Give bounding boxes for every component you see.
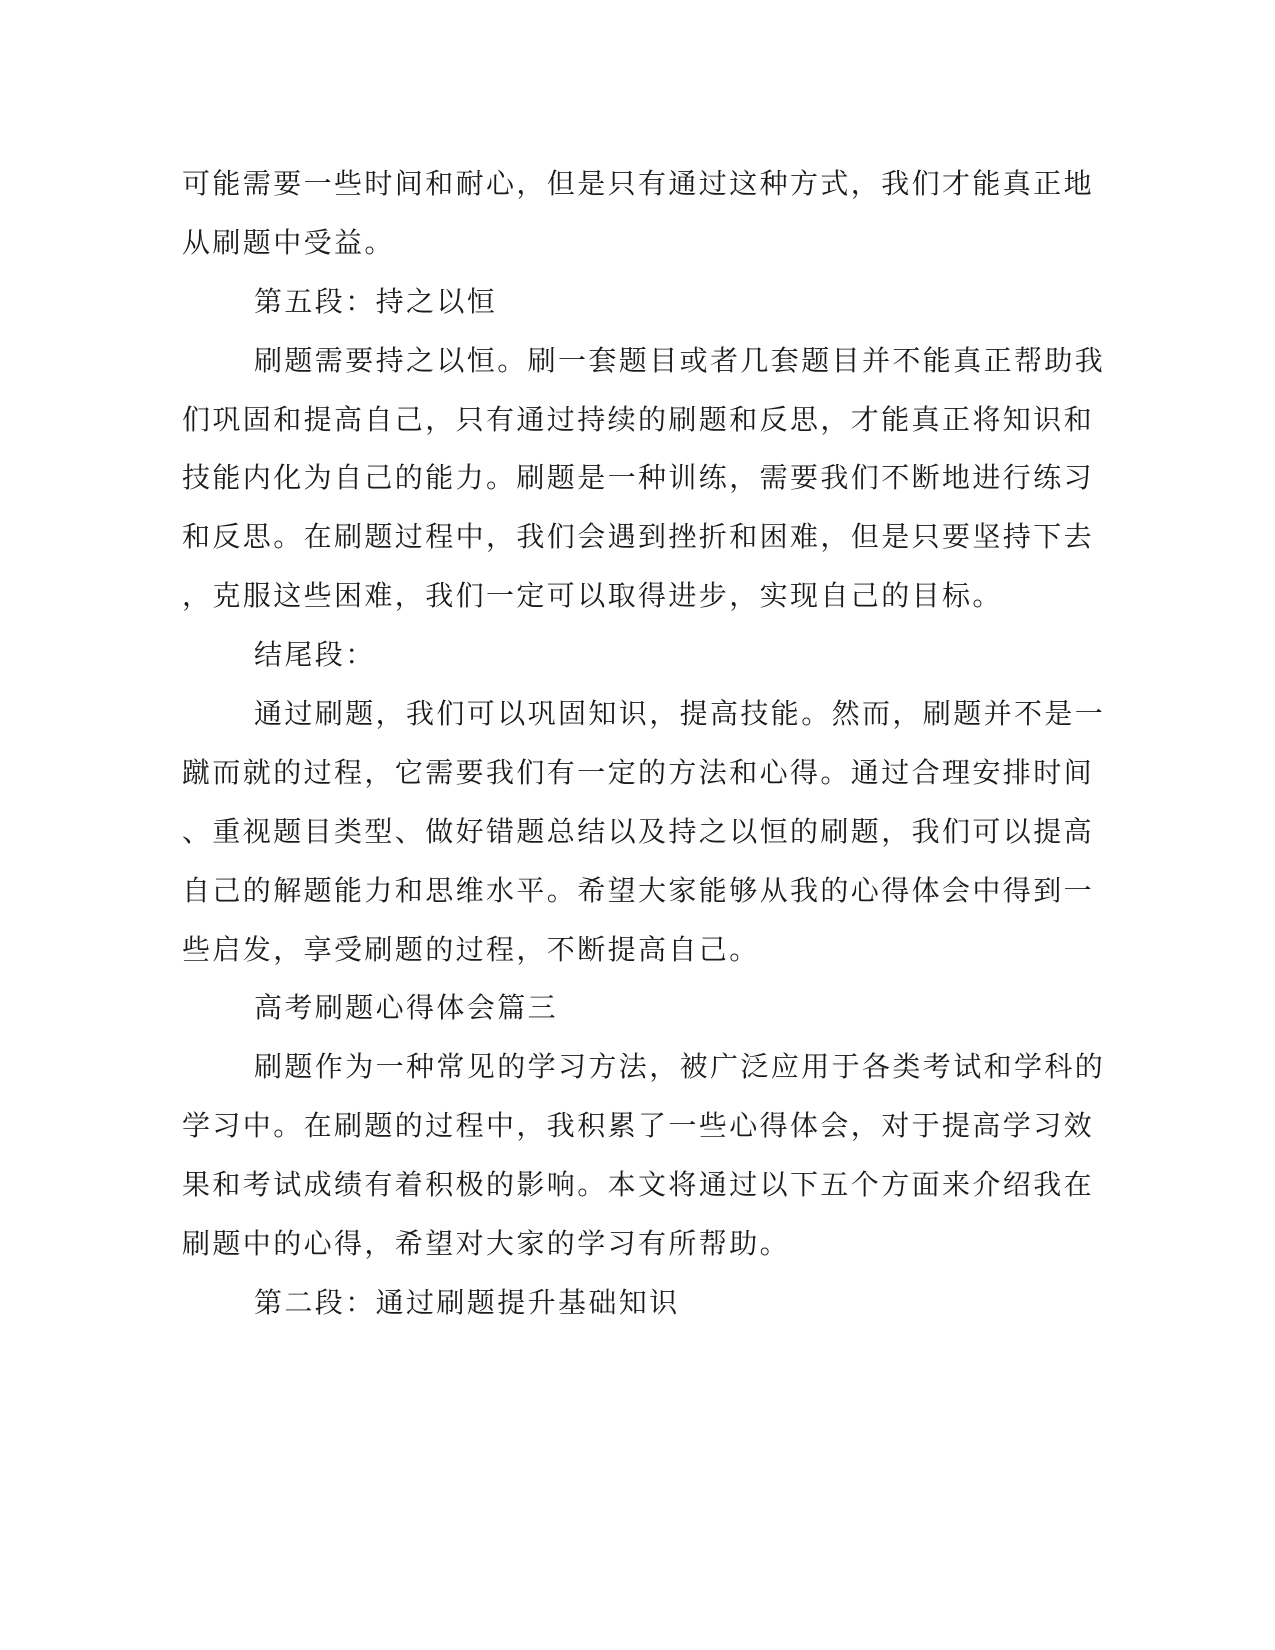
document-body [182, 155, 1106, 1333]
paragraph-first-line: 刷题需要持之以恒。刷一套题目或者几套题目并不能真正帮助我 [254, 343, 1106, 377]
text-line: 从刷题中受益。 [182, 225, 395, 259]
text-line: 自己的解题能力和思维水平。希望大家能够从我的心得体会中得到一 [182, 873, 1095, 907]
text-line: 学习中。在刷题的过程中，我积累了一些心得体会，对于提高学习效 [182, 1109, 1095, 1143]
text-line: 些启发，享受刷题的过程，不断提高自己。 [182, 932, 760, 966]
article-title: 高考刷题心得体会篇三 [254, 991, 559, 1025]
text-line: 和反思。在刷题过程中，我们会遇到挫折和困难，但是只要坚持下去 [182, 520, 1095, 554]
text-line: 刷题中的心得，希望对大家的学习有所帮助。 [182, 1227, 791, 1261]
section-heading: 结尾段： [254, 638, 376, 672]
paragraph-first-line: 刷题作为一种常见的学习方法，被广泛应用于各类考试和学科的 [254, 1050, 1106, 1084]
paragraph-first-line: 通过刷题，我们可以巩固知识，提高技能。然而，刷题并不是一 [254, 697, 1106, 731]
text-line: 们巩固和提高自己，只有通过持续的刷题和反思，才能真正将知识和 [182, 402, 1095, 436]
text-line: 果和考试成绩有着积极的影响。本文将通过以下五个方面来介绍我在 [182, 1168, 1095, 1202]
text-line: ，克服这些困难，我们一定可以取得进步，实现自己的目标。 [182, 579, 1003, 613]
text-line: 技能内化为自己的能力。刷题是一种训练，需要我们不断地进行练习 [182, 461, 1095, 495]
section-heading: 第五段：持之以恒 [254, 284, 498, 318]
text-line: 蹴而就的过程，它需要我们有一定的方法和心得。通过合理安排时间 [182, 755, 1095, 789]
text-line: 可能需要一些时间和耐心，但是只有通过这种方式，我们才能真正地 [182, 167, 1095, 200]
section-heading: 第二段：通过刷题提升基础知识 [254, 1285, 680, 1319]
text-line: 、重视题目类型、做好错题总结以及持之以恒的刷题，我们可以提高 [182, 814, 1095, 848]
